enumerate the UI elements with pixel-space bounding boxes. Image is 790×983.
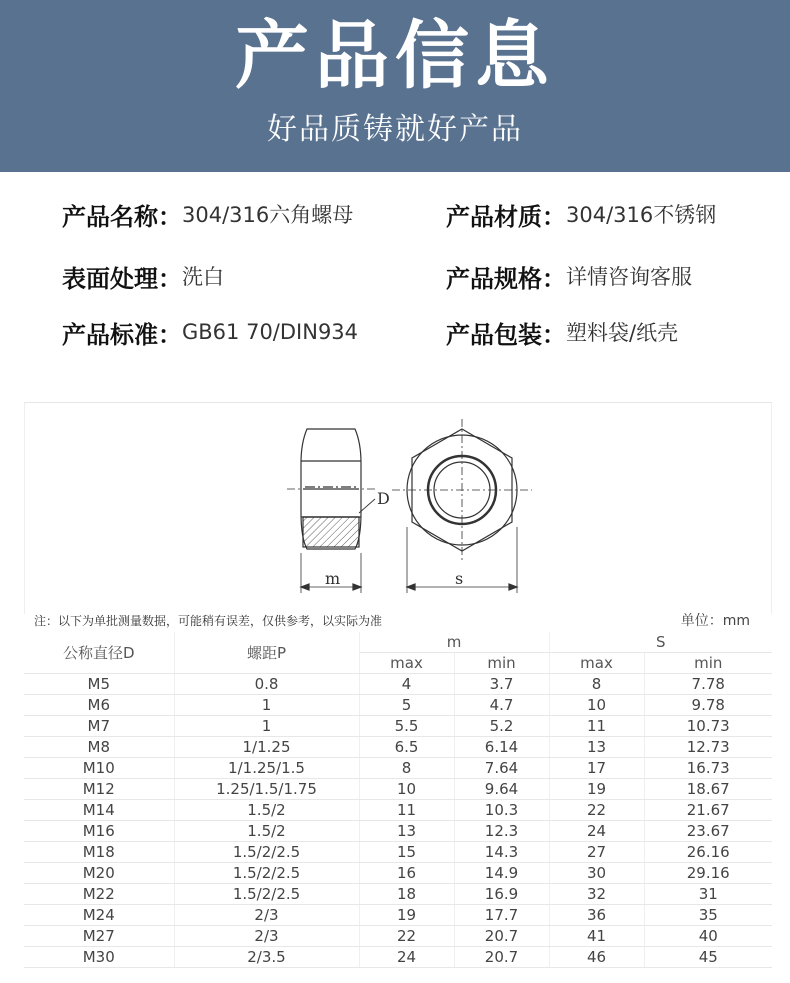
table-cell-s-max: 8	[549, 674, 644, 695]
table-cell-s-max: 17	[549, 758, 644, 779]
table-cell-s-min: 45	[644, 947, 772, 968]
table-cell-s-max: 36	[549, 905, 644, 926]
table-row	[24, 695, 772, 716]
table-row	[24, 716, 772, 737]
header-banner	[0, 0, 790, 172]
table-row	[24, 737, 772, 758]
label-s: s	[455, 569, 464, 588]
table-cell-m-max: 5.5	[359, 716, 454, 737]
table-cell-s-max: 46	[549, 947, 644, 968]
table-cell-m-min: 20.7	[454, 947, 549, 968]
table-cell-s-min: 40	[644, 926, 772, 947]
table-cell-d: M30	[24, 947, 174, 968]
table-cell-d: M8	[24, 737, 174, 758]
technical-drawing	[24, 402, 772, 614]
table-cell-d: M18	[24, 842, 174, 863]
info-product-package	[446, 312, 678, 352]
info-label: 产品规格：	[446, 264, 566, 293]
table-cell-m-max: 22	[359, 926, 454, 947]
table-cell-p: 1/1.25/1.5	[174, 758, 359, 779]
table-cell-m-max: 18	[359, 884, 454, 905]
table-cell-m-max: 11	[359, 800, 454, 821]
col-header-p: 螺距P	[174, 632, 359, 674]
table-cell-m-min: 17.7	[454, 905, 549, 926]
info-product-name	[62, 194, 353, 234]
table-cell-p: 1.5/2/2.5	[174, 884, 359, 905]
table-cell-s-max: 30	[549, 863, 644, 884]
table-cell-s-min: 9.78	[644, 695, 772, 716]
info-value: GB61 70/DIN934	[182, 320, 359, 344]
table-cell-m-min: 7.64	[454, 758, 549, 779]
table-row	[24, 821, 772, 842]
table-cell-d: M22	[24, 884, 174, 905]
table-row	[24, 842, 772, 863]
info-product-standard	[62, 312, 358, 352]
table-cell-d: M14	[24, 800, 174, 821]
table-cell-d: M6	[24, 695, 174, 716]
col-header-m: m	[359, 632, 549, 653]
label-d: D	[377, 489, 390, 508]
table-cell-p: 1.5/2	[174, 821, 359, 842]
table-cell-s-max: 11	[549, 716, 644, 737]
table-cell-p: 1.25/1.5/1.75	[174, 779, 359, 800]
table-row	[24, 884, 772, 905]
page-title: 产品信息	[235, 13, 555, 99]
page-subtitle: 好品质铸就好产品	[267, 112, 523, 147]
table-cell-d: M16	[24, 821, 174, 842]
table-cell-m-min: 4.7	[454, 695, 549, 716]
table-cell-s-min: 12.73	[644, 737, 772, 758]
info-label: 产品标准：	[62, 320, 182, 349]
col-header-s-min: min	[644, 653, 772, 674]
info-value: 详情咨询客服	[566, 265, 692, 289]
table-row	[24, 674, 772, 695]
table-cell-m-min: 12.3	[454, 821, 549, 842]
table-cell-m-min: 14.3	[454, 842, 549, 863]
table-row	[24, 905, 772, 926]
hex-nut-drawing	[25, 403, 773, 615]
info-label: 产品包装：	[446, 320, 566, 349]
table-cell-s-min: 7.78	[644, 674, 772, 695]
info-value: 304/316六角螺母	[182, 203, 354, 227]
table-cell-s-max: 24	[549, 821, 644, 842]
table-cell-s-max: 27	[549, 842, 644, 863]
table-cell-d: M7	[24, 716, 174, 737]
table-cell-s-min: 10.73	[644, 716, 772, 737]
table-cell-s-max: 41	[549, 926, 644, 947]
table-cell-m-max: 13	[359, 821, 454, 842]
info-label: 产品材质：	[446, 202, 566, 231]
table-cell-m-min: 9.64	[454, 779, 549, 800]
info-product-material	[446, 194, 716, 234]
info-value: 洗白	[182, 265, 224, 289]
table-cell-s-min: 35	[644, 905, 772, 926]
table-cell-p: 1/1.25	[174, 737, 359, 758]
col-header-d: 公称直径D	[24, 632, 174, 674]
table-cell-d: M5	[24, 674, 174, 695]
table-cell-m-max: 10	[359, 779, 454, 800]
table-cell-p: 2/3	[174, 905, 359, 926]
table-cell-p: 1.5/2	[174, 800, 359, 821]
table-cell-s-max: 22	[549, 800, 644, 821]
table-cell-d: M20	[24, 863, 174, 884]
table-cell-s-min: 29.16	[644, 863, 772, 884]
table-row	[24, 758, 772, 779]
info-value: 塑料袋/纸壳	[566, 321, 679, 345]
table-cell-m-min: 14.9	[454, 863, 549, 884]
table-row	[24, 779, 772, 800]
table-cell-s-max: 19	[549, 779, 644, 800]
table-cell-s-min: 26.16	[644, 842, 772, 863]
table-cell-m-max: 19	[359, 905, 454, 926]
table-cell-m-min: 6.14	[454, 737, 549, 758]
table-cell-m-min: 20.7	[454, 926, 549, 947]
col-header-m-min: min	[454, 653, 549, 674]
table-cell-d: M27	[24, 926, 174, 947]
table-cell-m-max: 16	[359, 863, 454, 884]
table-cell-m-min: 16.9	[454, 884, 549, 905]
unit-label: 单位：mm	[680, 613, 750, 629]
table-cell-m-max: 5	[359, 695, 454, 716]
table-cell-p: 1.5/2/2.5	[174, 863, 359, 884]
table-cell-m-min: 10.3	[454, 800, 549, 821]
info-value: 304/316不锈钢	[566, 203, 717, 227]
table-cell-m-max: 4	[359, 674, 454, 695]
table-cell-p: 0.8	[174, 674, 359, 695]
table-cell-s-min: 31	[644, 884, 772, 905]
table-cell-m-max: 8	[359, 758, 454, 779]
table-cell-m-min: 5.2	[454, 716, 549, 737]
table-cell-p: 2/3	[174, 926, 359, 947]
info-label: 表面处理：	[62, 264, 182, 293]
table-cell-p: 1	[174, 716, 359, 737]
front-view	[392, 419, 532, 593]
table-cell-m-max: 24	[359, 947, 454, 968]
table-cell-d: M10	[24, 758, 174, 779]
measurement-note: 注：以下为单批测量数据，可能稍有误差，仅供参考，以实际为准	[34, 614, 383, 628]
spec-table-body	[24, 674, 772, 968]
table-cell-s-max: 13	[549, 737, 644, 758]
info-surface-treatment	[62, 256, 224, 296]
table-row	[24, 947, 772, 968]
table-cell-s-max: 32	[549, 884, 644, 905]
table-cell-s-min: 18.67	[644, 779, 772, 800]
table-cell-p: 1	[174, 695, 359, 716]
table-cell-m-min: 3.7	[454, 674, 549, 695]
table-row	[24, 926, 772, 947]
table-cell-m-max: 6.5	[359, 737, 454, 758]
table-row	[24, 863, 772, 884]
spec-table	[24, 632, 772, 968]
col-header-s-max: max	[549, 653, 644, 674]
table-cell-d: M12	[24, 779, 174, 800]
table-cell-s-max: 10	[549, 695, 644, 716]
col-header-s: S	[549, 632, 772, 653]
table-cell-d: M24	[24, 905, 174, 926]
info-label: 产品名称：	[62, 202, 182, 231]
col-header-m-max: max	[359, 653, 454, 674]
table-cell-m-max: 15	[359, 842, 454, 863]
table-cell-s-min: 16.73	[644, 758, 772, 779]
table-cell-p: 2/3.5	[174, 947, 359, 968]
table-cell-s-min: 23.67	[644, 821, 772, 842]
table-cell-s-min: 21.67	[644, 800, 772, 821]
table-cell-p: 1.5/2/2.5	[174, 842, 359, 863]
info-product-spec	[446, 256, 692, 296]
label-m: m	[325, 569, 341, 588]
table-row	[24, 800, 772, 821]
